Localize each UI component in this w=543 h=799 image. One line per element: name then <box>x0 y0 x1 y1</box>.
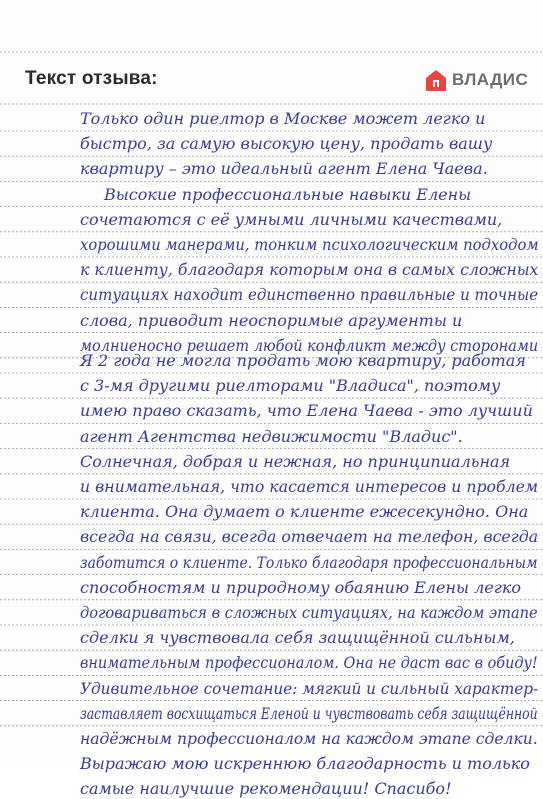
handwritten-line: надёжным профессионалом на каждом этапе сделки. <box>80 729 538 748</box>
handwritten-line: заботится о клиенте. Только благодаря профессиональным <box>80 552 538 572</box>
handwritten-line: способностям и природному обаянию Елены легко <box>80 577 522 597</box>
handwritten-line: договариваться в сложных ситуациях, на каждом этапе <box>80 603 538 622</box>
handwritten-line: ситуациях находит единственно правильные и точные <box>80 285 539 305</box>
handwritten-line: Удивительное сочетание: мягкий и сильный характер- <box>80 678 539 698</box>
handwritten-line: заставляет восхищаться Еленой и чувствовать себя защищённой <box>80 703 538 723</box>
handwritten-line: молниеносно решает любой конфликт между сторонами <box>80 335 539 355</box>
handwritten-line: Высокие профессиональные навыки Елены <box>104 184 472 204</box>
handwritten-line: Выражаю мою искреннюю благодарность и только <box>80 754 530 774</box>
handwritten-line: хорошими манерами, тонким психологическим подходом <box>80 235 539 254</box>
handwritten-line: Только один риелтор в Москве может легко и <box>80 109 486 128</box>
handwritten-line: слова, приводит неоспоримые аргументы и <box>80 310 463 330</box>
handwritten-line: имею право сказать, что Елена Чаева - это лучший <box>80 401 533 421</box>
handwritten-line: с 3-мя другими риелторами "Владиса", поэтому <box>80 376 501 396</box>
handwritten-line: сочетаются с её умными личными качествами, <box>80 209 503 229</box>
handwritten-line: быстро, за самую высокую цену, продать вашу <box>80 134 493 154</box>
handwritten-line: к клиенту, благодаря которым она в самых сложных <box>80 260 539 280</box>
handwritten-line: Солнечная, добрая и нежная, но принципиальная <box>80 451 511 471</box>
handwritten-line: клиента. Она думает о клиенте ежесекундно. Она <box>80 502 529 522</box>
logo-text: ВЛАДИС <box>452 70 529 89</box>
handwritten-line: Я 2 года не могла продать мою квартиру, работая <box>80 351 526 370</box>
handwritten-line: самые наилучшие рекомендации! Спасибо! <box>80 779 452 799</box>
handwritten-line: квартиру – это идеальный агент Елена Чаева. <box>80 159 488 179</box>
handwritten-line: агент Агентства недвижимости "Владис". <box>80 426 463 446</box>
handwritten-line: внимательным профессионалом. Она не даст вас в обиду! <box>80 653 538 673</box>
handwritten-line: всегда на связи, всегда отвечает на телефон, всегда <box>80 527 539 547</box>
review-title: Текст отзыва: <box>25 68 158 89</box>
handwritten-line: сделки я чувствовала себя защищённой сильным, <box>80 628 515 648</box>
handwritten-line: и внимательная, что касается интересов и проблем <box>80 477 538 496</box>
